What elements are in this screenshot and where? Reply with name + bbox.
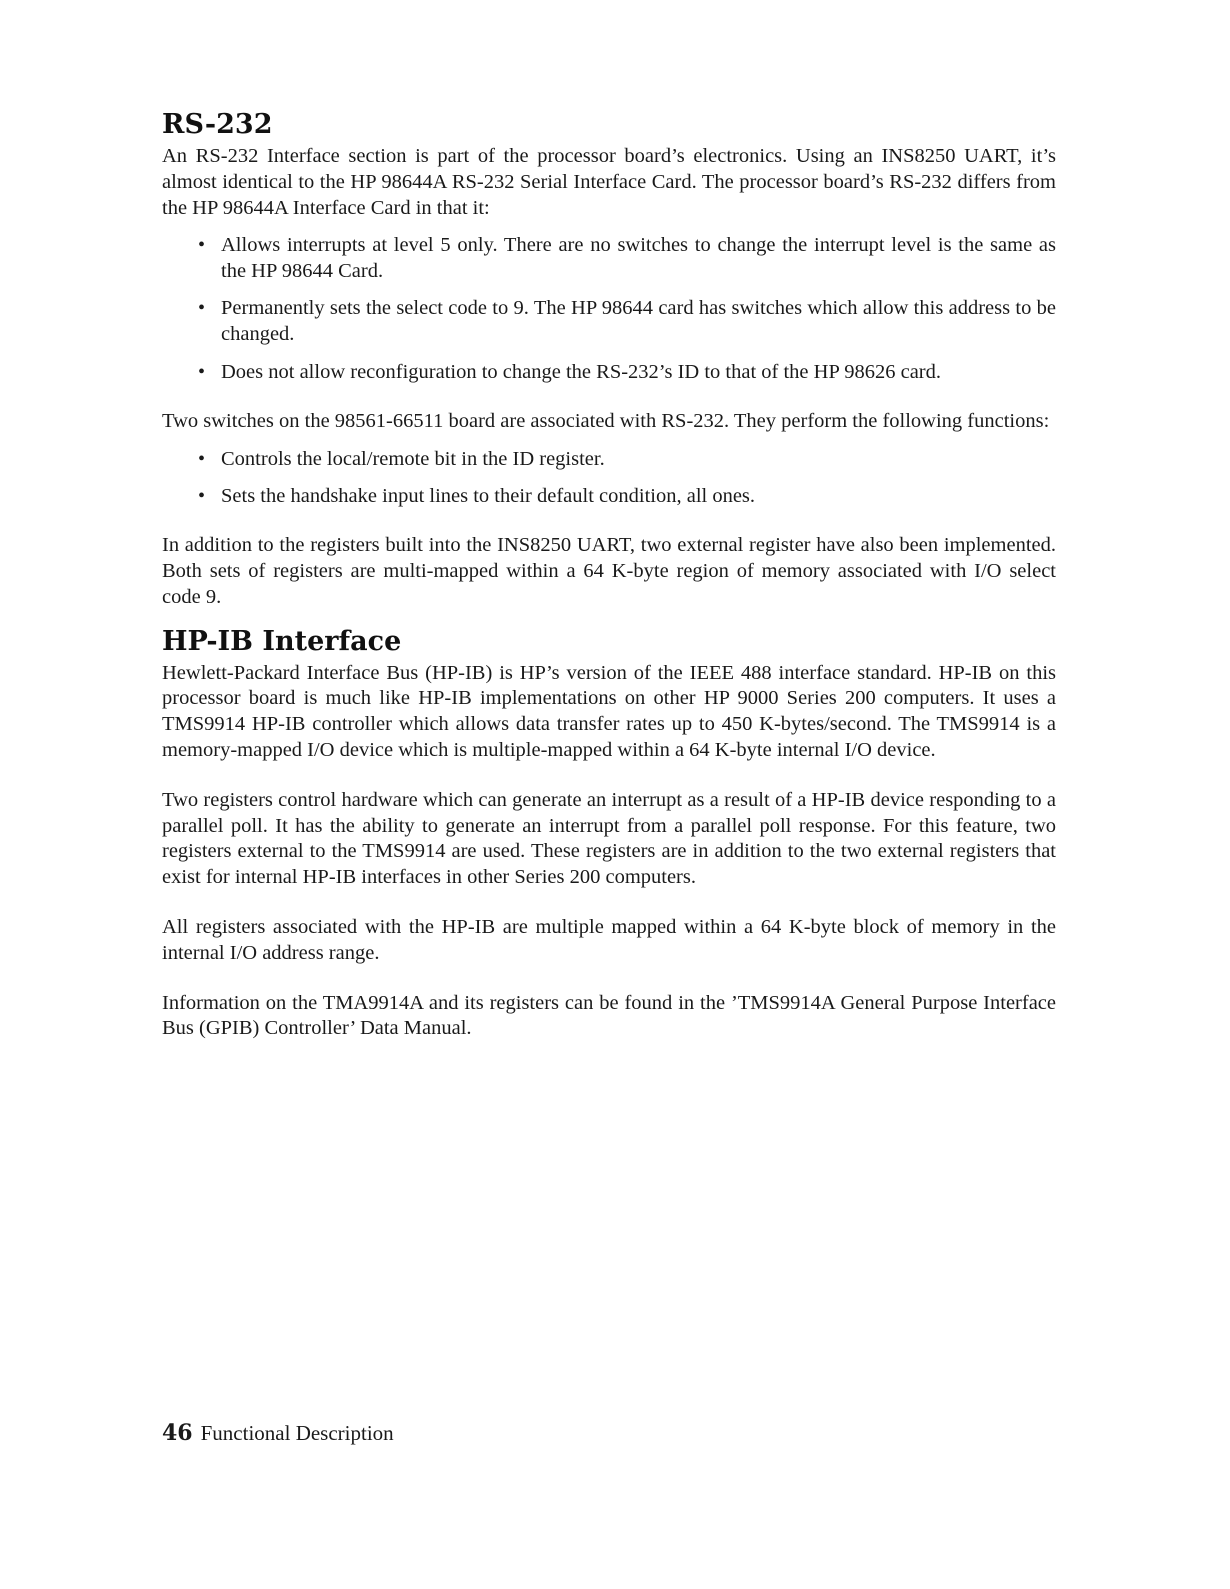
bullet-icon: • [198,484,206,507]
page-footer [162,1419,394,1447]
bullet-icon: • [198,234,206,257]
list-item: • Sets the handshake input lines to their default condition, all ones. [198,484,1056,510]
hpib-heading: HP-IB Interface [162,625,402,657]
bullet-icon: • [198,297,206,320]
bullet-icon: • [198,447,206,470]
registers-note-paragraph: In addition to the registers built into the INS8250 UART, two external register have also been implemented. Both sets of registers are multi-mapped within a 64 K-byte region of memory associated with I/O select code 9. [162,534,1056,608]
list-item: • Allows interrupts at level 5 only. There are no switches to change the interrupt level is the same as the HP 98644 Card. [198,234,1056,283]
list-item: • Does not allow reconfiguration to change the RS-232’s ID to that of the HP 98626 card. [198,360,1056,386]
bullet-icon: • [198,360,206,383]
list-item: • Controls the local/remote bit in the ID register. [198,447,1056,473]
page-number: 46 [162,1420,193,1446]
rs232-intro-paragraph: An RS-232 Interface section is part of the processor board’s electronics. Using an INS8250 UART, it’s almost identical to the HP 98644A RS-232 Serial Interface Card. The processor board’s RS-232 differs from the HP 98644A Interface Card in that it: [162,145,1056,219]
switch-functions-list [162,447,1056,510]
rs232-differences-list [162,233,1056,385]
rs232-heading: RS-232 [162,109,273,140]
hpib-paragraph-2: Two registers control hardware which can generate an interrupt as a result of a HP-IB device responding to a parallel poll. It has the ability to generate an interrupt from a parallel poll response. For this feature, two registers external to the TMS9914 are used. These registers are in addition to the two external registers that exist for internal HP-IB interfaces in other Series 200 computers. [162,788,1056,889]
list-item: • Permanently sets the select code to 9. The HP 98644 card has switches which allow this address to be changed. [198,297,1056,346]
hpib-paragraph-4: Information on the TMA9914A and its registers can be found in the ’TMS9914A General Purpose Interface Bus (GPIB) Controller’ Data Manual. [162,991,1056,1040]
footer-section-title: Functional Description [200,1421,394,1445]
switches-intro-paragraph: Two switches on the 98561-66511 board are associated with RS-232. They perform the following functions: [162,409,1050,432]
page-content [162,108,1056,1042]
hpib-paragraph-3: All registers associated with the HP-IB are multiple mapped within a 64 K-byte block of memory in the internal I/O address range. [162,916,1056,964]
hpib-paragraph-1: Hewlett-Packard Interface Bus (HP-IB) is HP’s version of the IEEE 488 interface standard. HP-IB on this processor board is much like HP-IB implementations on other HP 9000 Series 200 computers. It uses a TMS9914 HP-IB controller which allows data transfer rates up to 450 K-bytes/second. The TMS9914 is a memory-mapped I/O device which is multiple-mapped within a 64 K-byte internal I/O device. [162,661,1056,762]
